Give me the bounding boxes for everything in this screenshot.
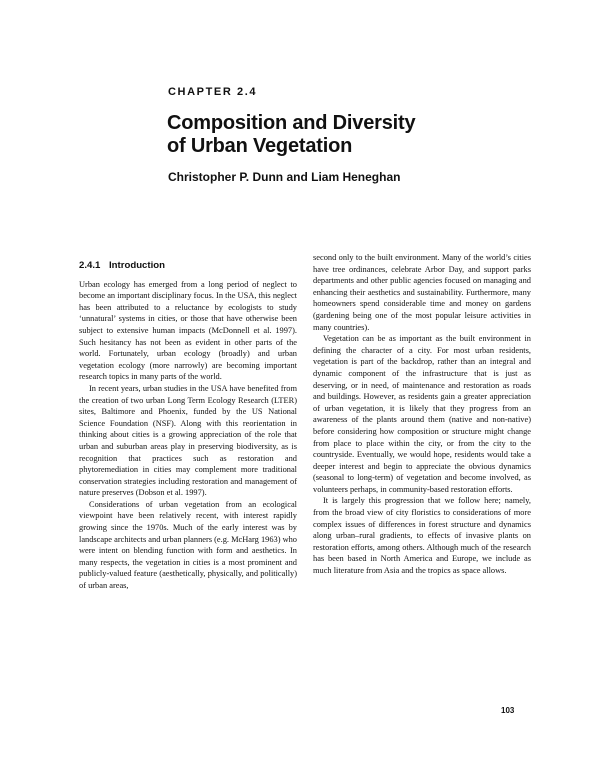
section-heading <box>79 260 297 272</box>
chapter-title-line-2: of Urban Vegetation <box>167 135 353 157</box>
paragraph: Vegetation can be as important as the built environment in defining the character of a city. For most urban residents, vegetation is part of the backdrop, rather than an integral and dynamic component of the infrastructure that is just as deserving, or in need, of maintenance and restoration as roads and buildings. However, as residents gain a greater appreciation of urban vegetation, it is likely that they progress from an awareness of the plants around them (native and non-native) before considering how composition or structure might change from place to place within the city, or from the city to the countryside. Eventually, we would hope, residents would take a deeper interest and begin to appreciate the obvious dynamics (seasonal to long-term) of vegetation and become involved, as volunteers perhaps, in community-based restoration efforts. <box>313 334 531 494</box>
right-column <box>313 252 531 577</box>
page-number: 103 <box>501 706 515 715</box>
paragraph: In recent years, urban studies in the USA have benefited from the creation of two urban Long Term Ecology Research (LTER) sites, Baltimore and Phoenix, funded by the US National Science Foundation (NSF). Along with this reorientation in thinking about cities is a growing appreciation of the role that urban and suburban areas play in preserving biodiversity, as is recognition that practices such as restoration and phytoremediation in cities may complement more traditional conservation strategies including restoration and management of nature preserves (Dobson et al. 1997). <box>79 383 297 498</box>
paragraph: second only to the built environment. Many of the world’s cities have tree ordinances, celebrate Arbor Day, and support parks departments and other public agencies focused on managing and enhancing their aesthetics and sustainability. Furthermore, many homeowners spend considerable time and money on gardens (gardening being one of the most popular leisure activities in many countries). <box>313 253 531 332</box>
authors: Christopher P. Dunn and Liam Heneghan <box>168 170 401 184</box>
chapter-label: CHAPTER 2.4 <box>168 86 258 98</box>
paragraph: Considerations of urban vegetation from an ecological viewpoint have been relatively recent, with interest rapidly growing since the 1970s. Much of the early interest was by landscape architects and urban planners (e.g. McHarg 1963) who were intent on blending function with form and aesthetics. In many respects, the vegetation in cities is a most prominent and publicly-valued feature (aesthetically, physically, and politically) of urban areas, <box>79 499 297 591</box>
chapter-title-line-1: Composition and Diversity <box>167 112 416 134</box>
left-column <box>79 260 297 592</box>
paragraph: Urban ecology has emerged from a long period of neglect to become an important disciplinary focus. In the USA, this neglect has been attributed to a reluctance by ecologists to study ‘unnatural’ systems in cities, or those that have otherwise been subject to extensive human impacts (McDonnell et al. 1997). Such hesitancy has not been as evident in other parts of the world. Fortunately, urban ecology (broadly) and urban vegetation ecology (more narrowly) are becoming important research topics in many parts of the world. <box>79 279 297 382</box>
section-title: Introduction <box>109 260 165 271</box>
chapter-title <box>167 112 527 158</box>
paragraph: It is largely this progression that we follow here; namely, from the broad view of city floristics to considerations of more complex issues of differences in forest structure and dynamics along urban–rural gradients, to effects of invasive plants on restoration efforts, among others. Although much of the research has been based in North America and Europe, we include as much literature from Asia and the tropics as space allows. <box>313 496 531 576</box>
section-number: 2.4.1 <box>79 260 101 271</box>
